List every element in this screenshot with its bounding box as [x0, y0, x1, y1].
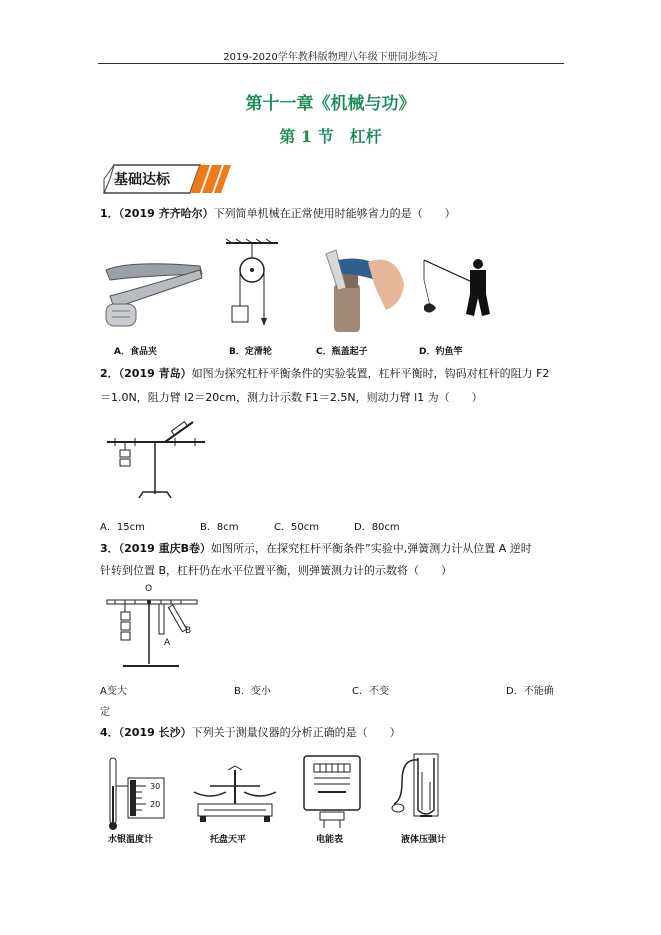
thermo-tick-20: 20	[150, 800, 161, 809]
q1-caption-c: C．瓶盖起子	[316, 347, 368, 357]
question-4	[100, 723, 570, 743]
q4-number: 4．	[100, 726, 119, 739]
badge-label: 基础达标	[114, 172, 170, 188]
page-header: 2019-2020学年教科版物理八年级下册同步练习	[223, 52, 438, 63]
q2-option-d: D．80cm	[354, 522, 400, 533]
bottle-opener-image	[316, 244, 406, 334]
thermo-tick-30: 30	[150, 782, 161, 791]
q3-line-1: 如图所示，在探究杠杆平衡条件”实验中,弹簧测力计从位置 A 逆时	[211, 542, 532, 555]
q1-caption-d: D．钓鱼竿	[419, 347, 463, 357]
question-3	[100, 539, 570, 581]
liquid-pressure-gauge-image	[392, 752, 456, 830]
question-2	[100, 364, 570, 408]
chapter-title: 第十一章《机械与功》	[245, 94, 416, 114]
food-tongs-image	[100, 256, 210, 336]
q4-source: （2019 长沙）	[118, 726, 192, 739]
q3-number: 3．	[100, 542, 119, 555]
q3-source: （2019 重庆B卷）	[118, 542, 211, 555]
q3-option-a: A变大	[100, 686, 127, 697]
q1-number: 1．	[100, 207, 119, 220]
q3-option-c: C．不变	[352, 686, 389, 697]
fixed-pulley-image	[222, 240, 282, 330]
q1-source: （2019 齐齐哈尔）	[118, 207, 214, 220]
q2-number: 2．	[100, 367, 119, 380]
fishing-rod-image	[420, 250, 500, 330]
lever-balance-figure	[105, 418, 210, 502]
badge-basic	[100, 162, 232, 196]
section-title: 第 1 节 杠杆	[279, 127, 382, 146]
q3-option-b: B．变小	[234, 686, 271, 697]
q2-line-1: 如图为探究杠杆平衡条件的实验装置，杠杆平衡时，钩码对杠杆的阻力 F2	[191, 367, 550, 380]
q4-caption-meter: 电能表	[316, 835, 344, 845]
q2-option-a: A．15cm	[100, 522, 145, 533]
fig-label-o: O	[145, 584, 153, 594]
q4-text: 下列关于测量仪器的分析正确的是（ ）	[191, 726, 401, 739]
q4-caption-pressure: 液体压强计	[401, 835, 447, 845]
balance-scale-image	[190, 764, 280, 826]
q2-option-b: B．8cm	[200, 522, 239, 533]
q4-caption-balance: 托盘天平	[210, 835, 247, 845]
q1-text: 下列简单机械在正常使用时能够省力的是（ ）	[213, 207, 456, 220]
q2-option-c: C．50cm	[274, 522, 319, 533]
q4-caption-thermometer: 水银温度计	[108, 835, 154, 845]
mercury-thermometer-image	[106, 756, 170, 832]
q3-line-2: 针转到位置 B，杠杆仍在水平位置平衡，则弹簧测力计的示数将（ ）	[100, 564, 453, 577]
question-1	[100, 204, 570, 224]
q2-source: （2019 青岛）	[118, 367, 192, 380]
fig-label-b: B	[185, 626, 192, 636]
q1-caption-b: B．定滑轮	[229, 347, 272, 357]
fig-label-a: A	[164, 638, 171, 648]
electricity-meter-image	[300, 752, 364, 830]
header-divider	[98, 63, 564, 64]
q3-option-d-wrap: 定	[100, 707, 110, 718]
q1-caption-a: A．食品夹	[114, 347, 157, 357]
q2-line-2: ＝1.0N，阻力臂 l2＝20cm，测力计示数 F1＝2.5N，则动力臂 l1 为（ ）	[100, 391, 483, 404]
q3-option-d: D．不能确	[506, 686, 554, 697]
